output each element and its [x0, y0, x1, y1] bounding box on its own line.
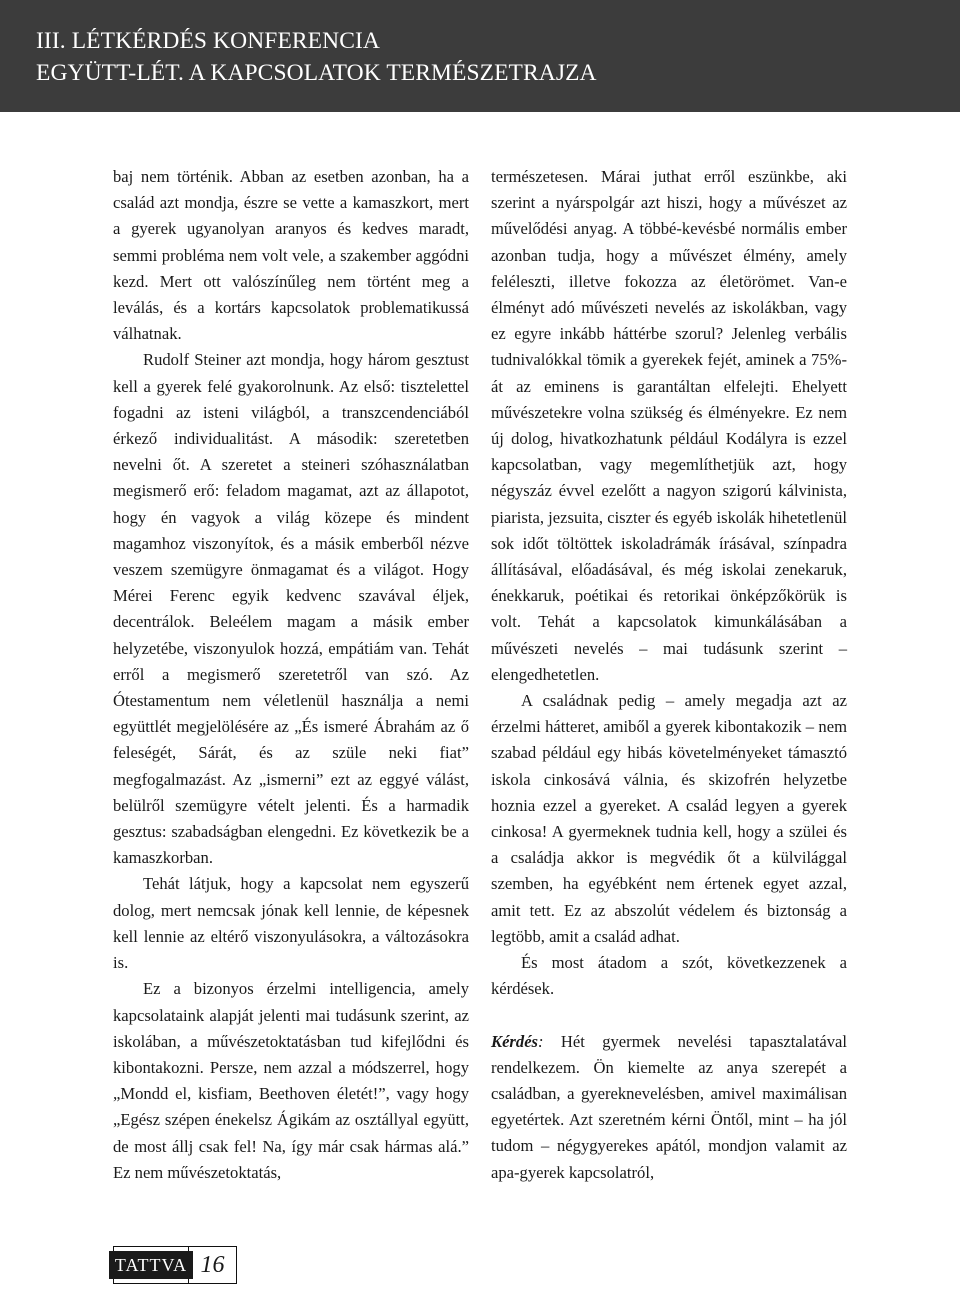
left-paragraph-4: Ez a bizonyos érzelmi intelligencia, amely kapcsolataink alapját jelenti mai tudásunk szerint, az iskolában, a művészetoktatásban tud kifejlődni és kibontakozni. Persze, nem azzal a módszerrel, hogy „Mondd el, kisfiam, Beethoven életét!”, vagy hogy „Egész szépen énekelsz Ágikám az osztállyal együtt, de most állj csak fel! Na, így már csak hármas alá.” Ez nem művészetoktatás,	[113, 979, 469, 1182]
left-column	[113, 164, 469, 1186]
right-column	[491, 164, 847, 1186]
question-text: Hét gyermek nevelési tapasztalatával rendelkezem. Ön kiemelte az anya szerepét a családban, a gyereknevelésben, amivel maximálisan egyetértek. Azt szeretném kérni Öntől, mint – ha jól tudom – négygyerekes apától, mondjon valamit az apa-gyerek kapcsolatról,	[491, 1031, 847, 1182]
question-colon: :	[538, 1031, 544, 1051]
page-number: 16	[189, 1246, 237, 1284]
right-paragraph-3: És most átadom a szót, következzenek a kérdések.	[491, 953, 847, 999]
header-line-1: III. LÉTKÉRDÉS KONFERENCIA	[36, 28, 380, 54]
left-paragraph-2: Rudolf Steiner azt mondja, hogy három gesztust kell a gyerek felé gyakorolnunk. Az első: tisztelettel fogadni az isteni világból, a transzcendenciából érkező individualitást. A második: szeretetben nevelni őt. A szeretet a steineri szóhasználatban megismerő erő: feladom magamat, azt az állapotot, hogy én vagyok a világ közepe és mindent magamhoz viszonyítok, és a másik emberből nézve veszem szemügyre önmagamat és a világot. Hogy Mérei Ferenc egyik kedvenc szavával éljek, decentrálok. Beleélem magam a másik ember helyzetébe, viszonyulok hozzá, empátiám van. Tehát erről a megismerő szeretetről van szó. Az Ótestamentum nem véletlenül használja a nemi együttlét megjelölésére az „És ismeré Ábrahám az ő feleségét, Sárát, és az szüle neki fiat” megfogalmazást. Az „ismerni” ezt az eggyé válást, belülről szemügyre vételt jelenti. És a harmadik gesztus: szabadságban elengedni. Ez következik be a kamaszkorban.	[113, 350, 469, 868]
tattva-logo	[113, 1246, 189, 1284]
running-header	[0, 0, 960, 112]
right-paragraph-2: A családnak pedig – amely megadja azt az érzelmi hátteret, amiből a gyerek kibontakozik – nem szabad például egy hibás követelményeket támasztó iskola cinkosává válnia, és skizofrén helyzetbe hoznia ezzel a gyereket. A család legyen a gyerek cinkosa! A gyermeknek tudnia kell, hogy a szülei és a családja akkor is megvédik őt a külvilággal szemben, ha egyébként nem értenek egyet azzal, amit tett. Ez az abszolút védelem és biztonság a legtöbb, amit a család adhat.	[491, 691, 847, 946]
right-paragraph-1: természetesen. Márai juthat erről eszünkbe, aki szerint a nyárspolgár azt hiszi, hogy a művészet az művelődési anyag. A többé-kevésbé normális ember azonban tudja, hogy a művészet élmény, amely feléleszti, illetve fokozza az életörömet. Van-e élményt adó művészeti nevelés az iskolákban, vagy ez egyre inkább háttérbe szorul? Jelenleg verbális tudnivalókkal tömik a gyerekek fejét, aminek a 75%-át az eminens is garantáltan elfelejti. Ehelyett művészetekre volna szükség és élményekre. Ez nem új dolog, hivatkozhatunk például Kodályra is ezzel kapcsolatban, vagy megemlíthetjük azt, hogy négyszáz évvel ezelőtt a nagyon szigorú kálvinista, piarista, jezsuita, ciszter és egyéb iskolák hihetetlenül sok időt töltöttek iskoladrámák írásával, színpadra állításával, előadásával, és még iskolai zenekaruk, énekkaruk, poétikai és retorikai önképzőkörük is volt. Tehát a kapcsolatok kimunkálásában a művészeti nevelés – mai tudásunk szerint – elengedhetetlen.	[491, 167, 847, 684]
left-paragraph-1: baj nem történik. Abban az esetben azonban, ha a család azt mondja, észre se vette a kamaszkort, mert a gyerek ugyanolyan aranyos és kedves maradt, semmi probléma nem volt vele, a szakember aggódni kezd. Mert ott valószínűleg nem történt meg a leválás, és a kortárs kapcsolatok problematikussá válhatnak.	[113, 167, 469, 344]
header-line-2: EGYÜTT-LÉT. A KAPCSOLATOK TERMÉSZETRAJZA	[36, 60, 597, 86]
left-paragraph-3: Tehát látjuk, hogy a kapcsolat nem egyszerű dolog, mert nemcsak jónak kell lennie, de képesnek kell lennie az eltérő viszonyulásokra, a változásokra is.	[113, 874, 469, 973]
question-label: Kérdés	[491, 1031, 539, 1051]
question-paragraph	[491, 1029, 847, 1186]
logo-text: TATTVA	[109, 1251, 193, 1279]
page-footer	[113, 1246, 237, 1286]
